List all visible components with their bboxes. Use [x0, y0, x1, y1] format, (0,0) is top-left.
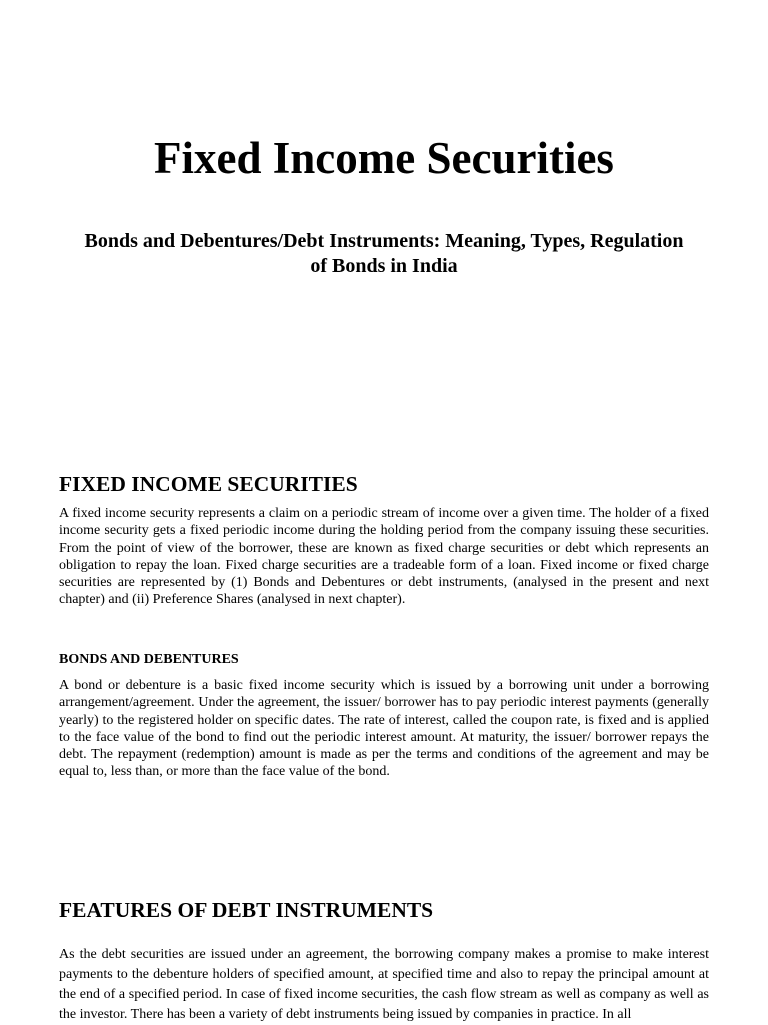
section-heading-bonds-and-debentures: BONDS AND DEBENTURES — [59, 652, 239, 667]
section-body-features-of-debt-instruments: As the debt securities are issued under an agreement, the borrowing company makes a promise to make interest payments to the debenture holders of specified amount, at specified time and also to repay the principal amount at the end of a specified period. In case of fixed income securities, the cash flow stream as well as company as well as the investor. There has been a variety of debt instruments being issued by companies in practice. In all — [59, 947, 709, 1022]
document-subtitle: Bonds and Debentures/Debt Instruments: Meaning, Types, Regulation of Bonds in India — [84, 230, 684, 277]
document-title: Fixed Income Securities — [154, 133, 614, 183]
section-body-bonds-and-debentures: A bond or debenture is a basic fixed income security which is issued by a borrowing unit under a borrowing arrangement/agreement. Under the agreement, the issuer/ borrower has to pay periodic interest payments (generally yearly) to the registered holder on specific dates. The rate of interest, called the coupon rate, is fixed and is applied to the face value of the bond to find out the periodic interest amount. At maturity, the issuer/ borrower repays the debt. The repayment (redemption) amount is made as per the terms and conditions of the agreement and may be equal to, less than, or more than the face value of the bond. — [59, 678, 709, 780]
section-heading-features-of-debt-instruments: FEATURES OF DEBT INSTRUMENTS — [59, 898, 434, 922]
section-heading-fixed-income-securities: FIXED INCOME SECURITIES — [59, 472, 358, 496]
section-body-fixed-income-securities: A fixed income security represents a claim on a periodic stream of income over a given time. The holder of a fixed income security gets a fixed periodic income during the holding period from the company issuing these securities. From the point of view of the borrower, these are known as fixed charge securities or debt which represents an obligation to repay the loan. Fixed charge securities are a tradeable form of a loan. Fixed income or fixed charge securities are represented by (1) Bonds and Debentures or debt instruments, (analysed in the present and next chapter) and (ii) Preference Shares (analysed in next chapter). — [59, 506, 709, 608]
